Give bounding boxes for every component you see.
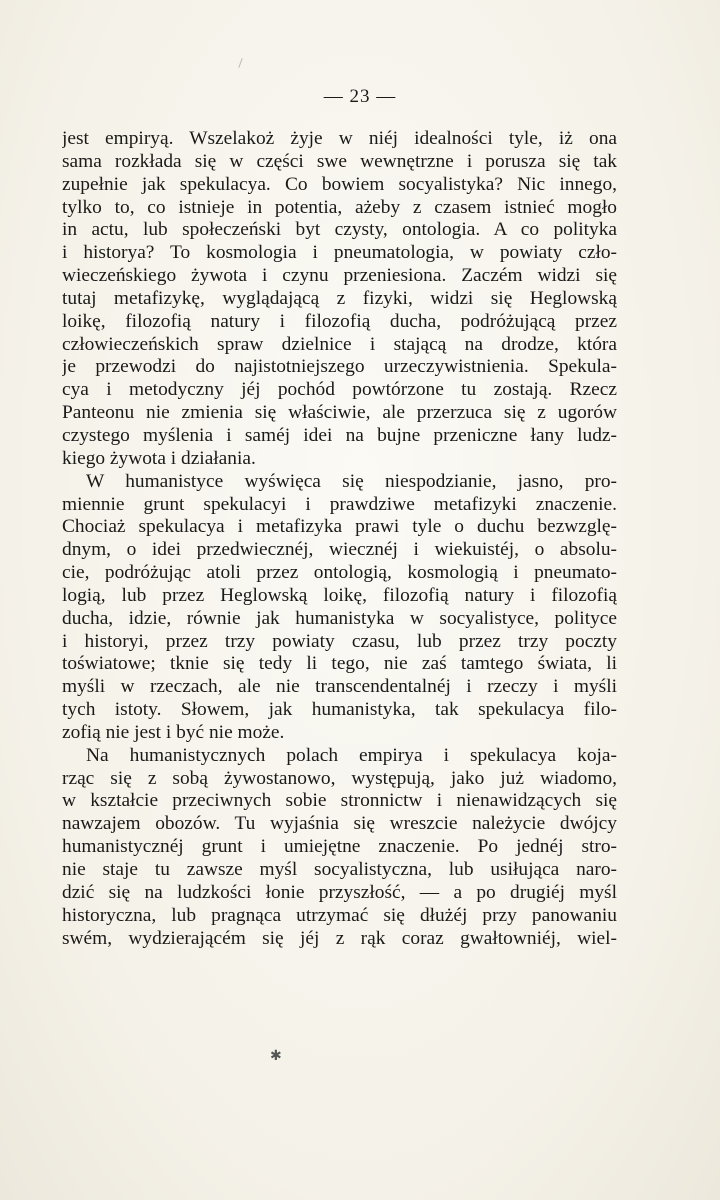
text-line: Panteonu nie zmienia się właściwie, ale przerzuca się z ugorów [62,402,617,424]
text-line: W humanistyce wyświęca się niespodzianie, jasno, pro- [86,470,617,492]
text-line: tutaj metafizykę, wyglądającą z fizyki, widzi się Heglowską [62,287,617,309]
text-line: kiego żywota i działania. [62,447,256,469]
text-line: dnym, o idei przedwiecznéj, wiecznéj i wiekuistéj, o absolu- [62,539,617,561]
text-line: dzić się na ludzkości łonie przyszłość, — a po drugiéj myśl [62,881,617,903]
text-line: tych istoty. Słowem, jak humanistyka, tak spekulacya filo- [62,699,617,721]
text-line: in actu, lub społeczeński byt czysty, ontologia. A co polityka [62,219,617,241]
footer-mark: ✱ [270,1048,282,1064]
text-line: w kształcie przeciwnych sobie stronnictw i nienawidzących się [62,790,617,812]
body-text [62,128,617,950]
text-line: wieczeńskiego żywota i czynu przeniesiona. Zaczém widzi się [62,265,617,287]
text-line: Na humanistycznych polach empirya i spekulacya koja- [86,744,617,766]
text-line: ducha, idzie, równie jak humanistyka w socyalistyce, polityce [62,607,617,629]
text-line: nawzajem obozów. Tu wyjaśnia się wreszcie należycie dwójcy [62,813,617,835]
text-line: logią, lub przez Heglowską loikę, filozofią natury i filozofią [62,584,617,606]
text-line: loikę, filozofią natury i filozofią ducha, podróżującą przez [62,310,617,332]
text-line: swém, wydzierającém się jéj z rąk coraz gwałtowniéj, wiel- [62,927,617,949]
text-line: czystego myślenia i saméj idei na bujne przeniczne łany ludz- [62,424,617,446]
page-number: — 23 — [323,86,397,107]
text-line: tylko to, co istnieje in potentia, ażeby z czasem istnieć mogło [62,196,617,218]
text-line: historyczna, lub pragnąca utrzymać się dłużéj przy panowaniu [62,904,617,926]
text-line: zupełnie jak spekulacya. Co bowiem socyalistyka? Nic innego, [62,173,617,195]
text-line: cie, podróżując atoli przez ontologią, kosmologią i pneumato- [62,562,617,584]
text-line: Chociaż spekulacya i metafizyka prawi tyle o duchu bezwzglę- [62,516,617,538]
text-line: jest empiryą. Wszelakoż żyje w niéj idealności tyle, iż ona [62,128,617,149]
text-line: rząc się z sobą żywostanowo, występują, jako już wiadomo, [62,767,617,789]
text-line: sama rozkłada się w części swe wewnętrzne i porusza się tak [62,150,617,172]
text-line: i historyi, przez trzy powiaty czasu, lub przez trzy poczty [62,630,617,652]
text-line: człowieczeńskich spraw dzielnice i stającą na drodze, która [62,333,617,355]
text-line: zofią nie jest i być nie może. [62,721,285,743]
text-line: i historya? To kosmologia i pneumatologia, w powiaty czło- [62,242,617,264]
text-line: cya i metodyczny jéj pochód powtórzone tu zostają. Rzecz [62,379,617,401]
text-line: humanistycznéj grunt i umiejętne znaczenie. Po jednéj stro- [62,836,617,858]
text-line: je przewodzi do najistotniejszego urzeczywistnienia. Spekula- [62,356,617,378]
text-line: toświatowe; tknie się tedy li tego, nie zaś tamtego świata, li [62,653,617,675]
text-line: miennie grunt spekulacyi i prawdziwe metafizyki znaczenie. [62,493,617,515]
paper-scratch [238,58,242,68]
text-line: myśli w rzeczach, ale nie transcendentalnéj i rzeczy i myśli [62,676,617,698]
text-line: nie staje tu zawsze myśl socyalistyczna, lub usiłująca naro- [62,859,617,880]
